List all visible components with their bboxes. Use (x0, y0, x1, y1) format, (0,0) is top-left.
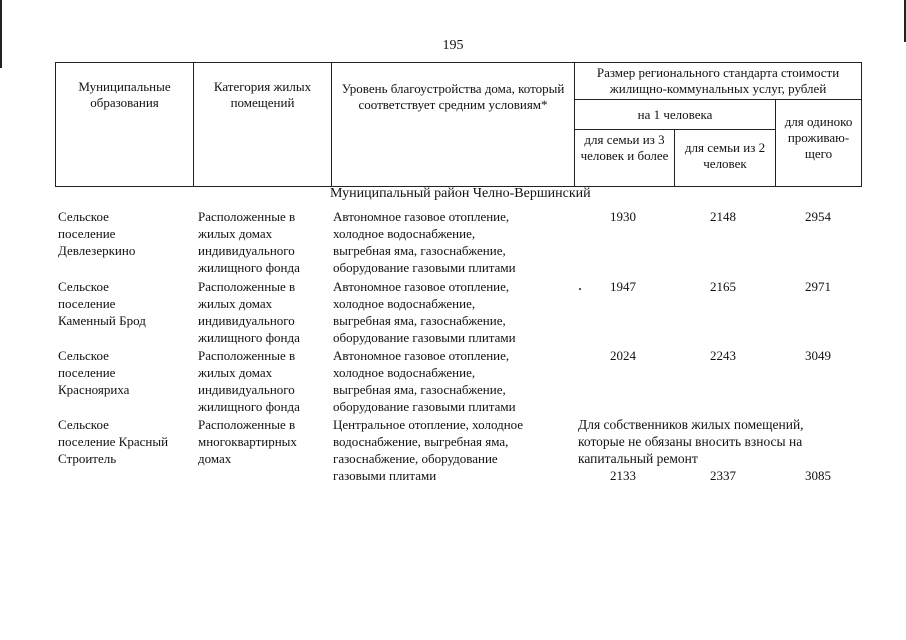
row-2-family-3: 1947 (610, 279, 636, 294)
row-1-single: 2954 (805, 209, 831, 224)
header-municipality: Муниципальные образования (56, 63, 194, 187)
region-title: Муниципальный район Челно-Вершинский (330, 186, 591, 201)
row-3-family-3: 2024 (610, 348, 636, 363)
header-level: Уровень благоустройства дома, который соответствует средним условиям* (332, 63, 575, 187)
row-1-category: Расположенные в жилых домах индивидуального жилищного фонда (198, 209, 300, 275)
row-2-municipality: Сельское поселение Каменный Брод (58, 279, 146, 328)
row-4-level: Центральное отопление, холодное водоснабжение, выгребная яма, газоснабжение, оборудование газовыми плитами (333, 417, 524, 483)
row-4-family-3: 2133 (610, 468, 636, 483)
row-4-category: Расположенные в многоквартирных домах (198, 417, 297, 466)
row-1-family-3: 1930 (610, 209, 636, 224)
row-1-level: Автономное газовое отопление, холодное водоснабжение, выгребная яма, газоснабжение, оборудование газовыми плитами (333, 209, 516, 275)
header-category: Категория жилых помещений (194, 63, 332, 187)
row-3-single: 3049 (805, 348, 831, 363)
row-4-single: 3085 (805, 468, 831, 483)
row-2-category: Расположенные в жилых домах индивидуального жилищного фонда (198, 279, 300, 345)
row-3-family-2: 2243 (710, 348, 736, 363)
scan-speck (579, 288, 581, 290)
row-2-level: Автономное газовое отопление, холодное водоснабжение, выгребная яма, газоснабжение, оборудование газовыми плитами (333, 279, 516, 345)
row-4-note: Для собственников жилых помещений, которые не обязаны вносить взносы на капитальный ремонт (578, 417, 804, 466)
header-family-3: для семьи из 3 человек и более (575, 130, 675, 187)
scan-edge-left (0, 0, 2, 68)
row-3-level: Автономное газовое отопление, холодное водоснабжение, выгребная яма, газоснабжение, оборудование газовыми плитами (333, 348, 516, 414)
row-2-family-2: 2165 (710, 279, 736, 294)
header-single: для одиноко проживаю-щего (776, 100, 862, 187)
row-4-municipality: Сельское поселение Красный Строитель (58, 417, 169, 466)
header-standard-size: Размер регионального стандарта стоимости жилищно-коммунальных услуг, рублей (575, 63, 862, 100)
row-3-category: Расположенные в жилых домах индивидуального жилищного фонда (198, 348, 300, 414)
row-4-family-2: 2337 (710, 468, 736, 483)
row-1-family-2: 2148 (710, 209, 736, 224)
row-3-municipality: Сельское поселение Краснояриха (58, 348, 130, 397)
table-header (55, 62, 862, 187)
header-per-person: на 1 человека (575, 100, 776, 130)
row-1-municipality: Сельское поселение Девлезеркино (58, 209, 136, 258)
header-family-2: для семьи из 2 человек (675, 130, 776, 187)
row-2-single: 2971 (805, 279, 831, 294)
page-number: 195 (442, 38, 464, 53)
